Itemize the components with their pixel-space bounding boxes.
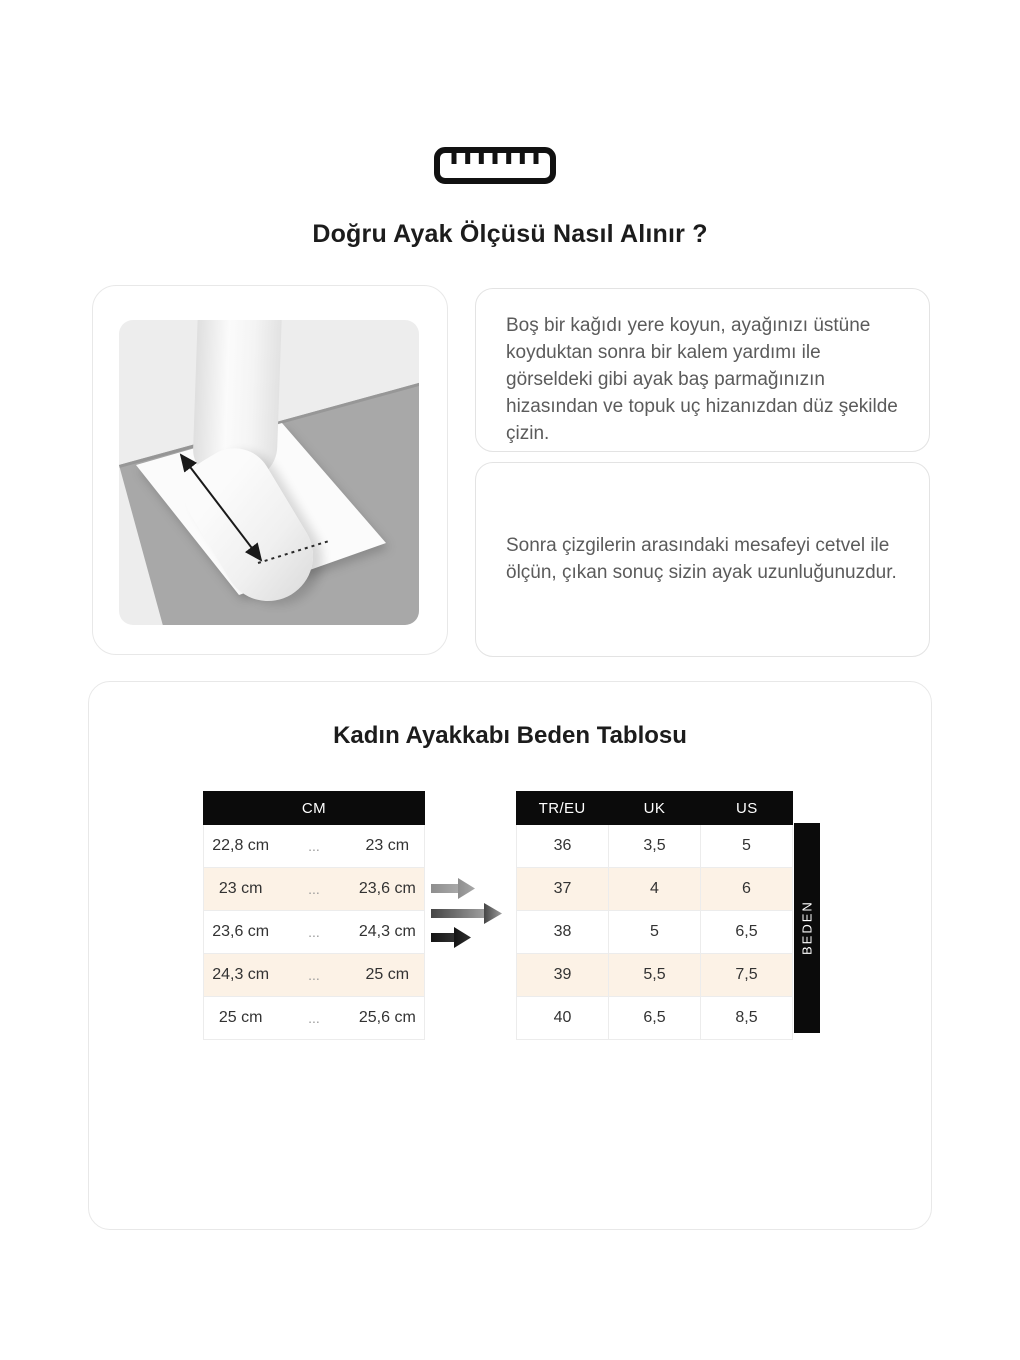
size-table (516, 791, 793, 1040)
col-uk: UK (643, 799, 666, 817)
range-dots: ... (308, 924, 320, 940)
col-tr-eu: TR/EU (538, 799, 586, 817)
ruler-icon (433, 146, 557, 186)
cm-min: 23 cm (218, 880, 263, 897)
cm-table-row (204, 954, 424, 997)
uk-size: 5,5 (608, 954, 700, 996)
tr-eu-size: 36 (553, 837, 572, 854)
instruction-step-1-text: Boş bir kağıdı yere koyun, ayağınızı üstüne koyduktan sonra bir kalem yardımı ile görseldeki gibi ayak baş parmağınızın hizasından ve topuk uç hizanızdan düz şekilde çizin. (506, 315, 898, 444)
size-table-row (517, 825, 792, 868)
us-size: 8,5 (700, 997, 792, 1039)
us-size: 6 (700, 868, 792, 910)
cm-min: 23,6 cm (212, 923, 270, 940)
us-size: 6,5 (700, 911, 792, 953)
size-table-row (517, 954, 792, 997)
mapping-arrows-icon (431, 876, 507, 957)
range-dots: ... (308, 881, 320, 897)
instruction-step-2 (475, 462, 930, 657)
instruction-step-2-text: Sonra çizgilerin arasındaki mesafeyi cetvel ile ölçün, çıkan sonuç sizin ayak uzunluğunuzdur. (506, 534, 897, 583)
range-dots: ... (308, 967, 320, 983)
measurement-arrow (119, 320, 419, 625)
cm-min: 22,8 cm (212, 837, 270, 854)
tr-eu-size: 37 (553, 880, 572, 897)
size-table-row (517, 868, 792, 911)
uk-size: 3,5 (608, 825, 700, 867)
cm-max: 25 cm (365, 966, 410, 983)
uk-size: 4 (608, 868, 700, 910)
cm-table (203, 791, 425, 1040)
cm-table-row (204, 868, 424, 911)
cm-table-row (204, 911, 424, 954)
size-chart-card (88, 681, 932, 1230)
foot-measurement-photo (119, 320, 419, 625)
beden-side-label: BEDEN (794, 823, 820, 1033)
tr-eu-size: 38 (553, 923, 572, 940)
cm-min: 24,3 cm (212, 966, 270, 983)
tr-eu-size: 40 (553, 1009, 572, 1026)
size-chart-title: Kadın Ayakkabı Beden Tablosu (333, 722, 687, 749)
tr-eu-size: 39 (553, 966, 572, 983)
size-table-row (517, 911, 792, 954)
cm-max: 23 cm (365, 837, 410, 854)
us-size: 5 (700, 825, 792, 867)
size-table-header (516, 791, 793, 825)
instruction-step-1 (475, 288, 930, 452)
range-dots: ... (308, 838, 320, 854)
cm-table-row (204, 825, 424, 868)
cm-table-header: CM (203, 791, 425, 825)
measurement-photo-card (92, 285, 448, 655)
page-title: Doğru Ayak Ölçüsü Nasıl Alınır ? (312, 220, 708, 248)
cm-min: 25 cm (218, 1009, 263, 1026)
range-dots: ... (308, 1010, 320, 1026)
col-us: US (736, 799, 758, 817)
size-table-row (517, 997, 792, 1039)
cm-max: 23,6 cm (358, 880, 416, 897)
uk-size: 5 (608, 911, 700, 953)
cm-max: 25,6 cm (358, 1009, 416, 1026)
cm-table-row (204, 997, 424, 1039)
cm-max: 24,3 cm (358, 923, 416, 940)
us-size: 7,5 (700, 954, 792, 996)
uk-size: 6,5 (608, 997, 700, 1039)
